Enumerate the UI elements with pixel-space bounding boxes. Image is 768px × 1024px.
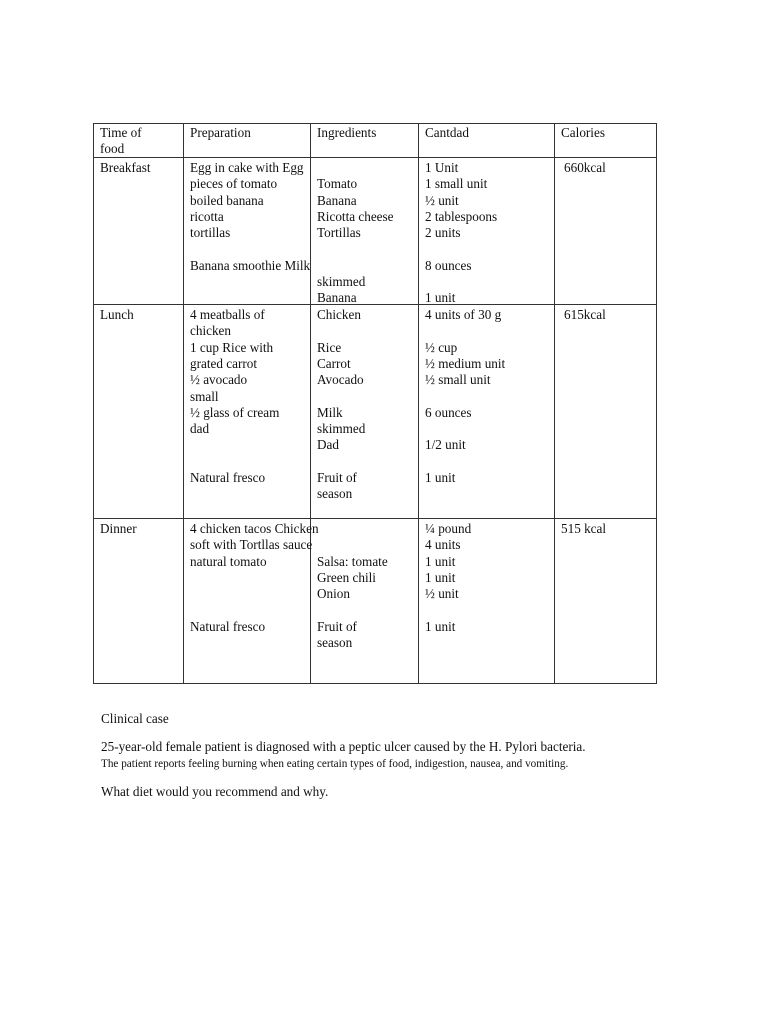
cell-text-line: boiled banana (190, 192, 264, 208)
table-row-lunch (94, 305, 657, 519)
cell-text-line: Tortillas (317, 225, 361, 241)
cell-text-line: 660kcal (564, 160, 606, 175)
cell-text-line: 4 units of 30 g (425, 307, 502, 322)
cell-text-line: 6 ounces (425, 404, 472, 420)
preparation-cell (184, 305, 311, 519)
cell-text-line: ¼ pound (425, 521, 472, 536)
cell-text-line: 1 Unit (425, 160, 459, 175)
cell-text-line: season (317, 635, 353, 651)
preparation-cell (184, 519, 319, 684)
cell-text-line: Natural fresco (190, 618, 266, 634)
cell-text-line: Fruit of (317, 618, 357, 634)
table-row-breakfast (94, 158, 657, 305)
table-row-dinner (94, 519, 657, 684)
cell-text-line: Time of (100, 125, 142, 140)
cell-text-line: ½ unit (425, 192, 459, 208)
cell-text-line: Dad (317, 437, 339, 453)
cell-text-line: ½ unit (425, 586, 459, 602)
header-cell (94, 124, 184, 158)
ingredients-cell (311, 305, 419, 519)
time-cell (94, 519, 184, 684)
cell-text-line: food (100, 141, 125, 157)
cell-text-line: Banana (317, 192, 357, 208)
cell-text-line: Natural fresco (190, 470, 266, 485)
time-cell (94, 158, 184, 305)
cell-text-line: skimmed (317, 274, 366, 290)
clinical-case-question: What diet would you recommend and why. (101, 784, 329, 799)
cell-text-line: season (317, 486, 353, 502)
header-cell (419, 124, 555, 158)
cell-text-line: 4 units (425, 537, 461, 553)
calories-cell (555, 158, 657, 305)
cell-text-line: Banana (317, 290, 357, 306)
clinical-case-heading: Clinical case (101, 711, 169, 726)
ingredients-cell (311, 519, 419, 684)
cell-text-line: Breakfast (100, 160, 151, 175)
cell-text-line: 1 unit (425, 569, 456, 585)
cell-text-line: 1/2 unit (425, 437, 466, 453)
cell-text-line: ½ cup (425, 339, 458, 355)
cell-text-line: small (190, 388, 219, 404)
cell-text-line: natural tomato (190, 553, 267, 569)
preparation-cell (184, 158, 311, 305)
cell-text-line: Lunch (100, 307, 134, 322)
cell-text-line: 1 unit (425, 470, 456, 485)
cell-text-line: 2 tablespoons (425, 208, 498, 224)
header-cell (184, 124, 311, 158)
quantity-cell (419, 305, 555, 519)
cell-text-line: 4 meatballs of (190, 307, 265, 322)
ingredients-cell (311, 158, 419, 305)
cell-text-line: Tomato (317, 176, 358, 192)
cell-text-line: ½ avocado (190, 372, 248, 388)
clinical-case-symptoms: The patient reports feeling burning when eating certain types of food, indigestion, nausea, and vomiting. (101, 758, 569, 770)
cell-text-line: 515 kcal (561, 521, 607, 536)
cell-text-line: skimmed (317, 421, 366, 437)
cell-text-line: Milk (317, 404, 343, 420)
cell-text-line: Onion (317, 586, 350, 602)
header-row (94, 124, 657, 158)
cell-text-line: Salsa: tomate (317, 553, 388, 569)
cell-text-line: Chicken (317, 307, 361, 322)
cell-text-line: ½ glass of cream (190, 404, 280, 420)
cell-text-line: Ricotta cheese (317, 208, 394, 224)
cell-text-line: Banana smoothie Milk (190, 257, 311, 273)
cell-text-line: ½ small unit (425, 372, 491, 388)
time-cell (94, 305, 184, 519)
cell-text-line: Green chili (317, 569, 376, 585)
cell-text-line: 1 cup Rice with (190, 339, 274, 355)
cell-text-line: soft with Tortllas sauce (190, 537, 313, 553)
cell-text-line: Calories (561, 125, 605, 140)
cell-text-line: 1 unit (425, 553, 456, 569)
quantity-cell (419, 158, 555, 305)
header-cell (555, 124, 657, 158)
quantity-cell (419, 519, 555, 684)
cell-text-line: 8 ounces (425, 257, 472, 273)
cell-text-line: Rice (317, 339, 342, 355)
cell-text-line: Preparation (190, 125, 251, 140)
cell-text-line: Carrot (317, 355, 351, 371)
cell-text-line: Cantdad (425, 125, 469, 140)
cell-text-line: tortillas (190, 225, 231, 241)
cell-text-line: 615kcal (564, 307, 606, 322)
cell-text-line: Egg in cake with Egg (190, 160, 304, 175)
cell-text-line: grated carrot (190, 355, 257, 371)
cell-text-line: Dinner (100, 521, 137, 536)
diet-table (93, 123, 657, 684)
cell-text-line: dad (190, 421, 210, 437)
cell-text-line: ricotta (190, 208, 224, 224)
cell-text-line: 1 unit (425, 618, 456, 634)
calories-cell (555, 305, 657, 519)
cell-text-line: 1 unit (425, 290, 456, 306)
calories-cell (555, 519, 657, 684)
cell-text-line: chicken (190, 323, 232, 339)
cell-text-line: pieces of tomato (190, 176, 278, 192)
clinical-case-description: 25-year-old female patient is diagnosed with a peptic ulcer caused by the H. Pylori bacteria. (101, 739, 586, 754)
cell-text-line: Ingredients (317, 125, 377, 140)
cell-text-line: Fruit of (317, 470, 357, 485)
header-cell (311, 124, 419, 158)
cell-text-line: Avocado (317, 372, 364, 388)
cell-text-line: 1 small unit (425, 176, 488, 192)
cell-text-line: 4 chicken tacos Chicken (190, 521, 319, 536)
cell-text-line: ½ medium unit (425, 355, 506, 371)
cell-text-line: 2 units (425, 225, 461, 241)
